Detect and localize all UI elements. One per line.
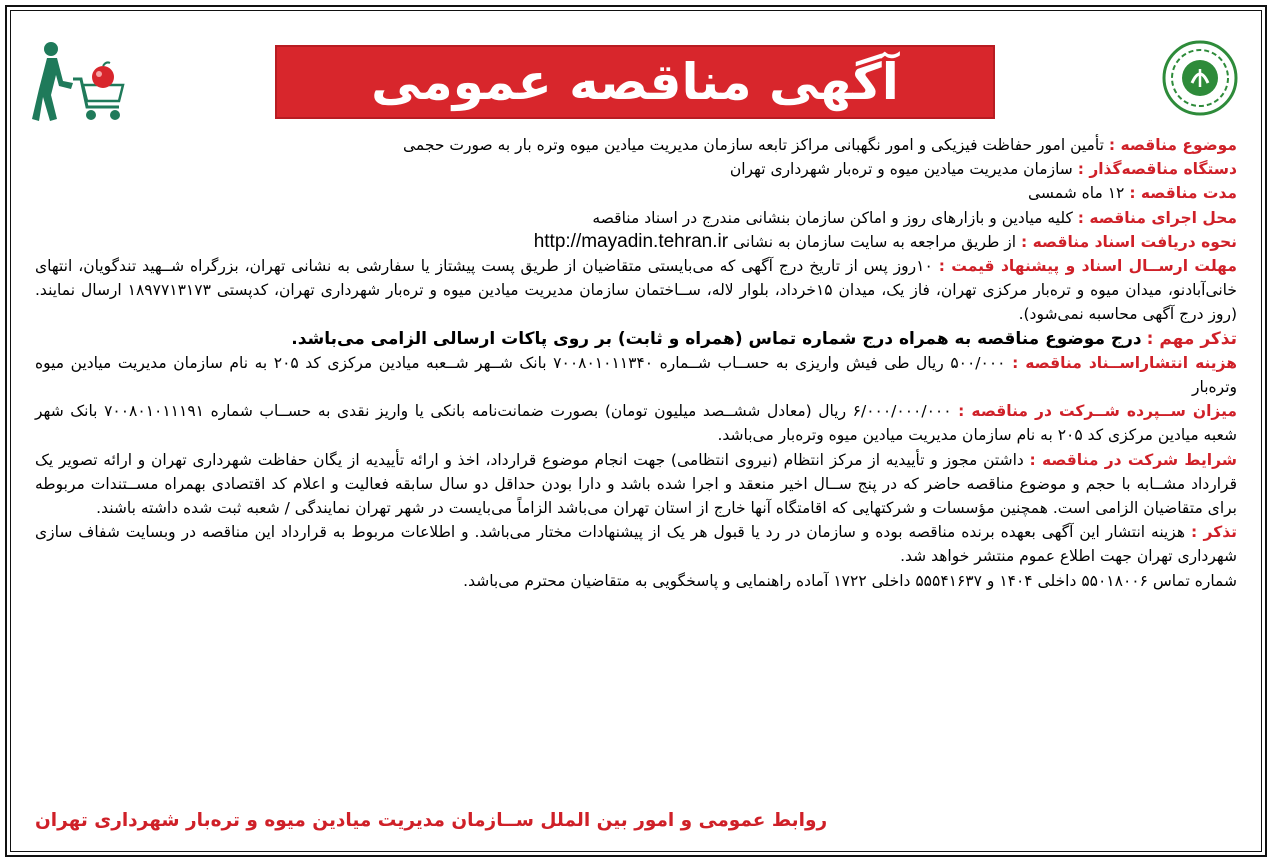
deadline-value: ۱۰روز پس از تاریخ درج آگهی که می‌بایستی متقاضیان از طریق پست پیشتاز یا سفارشی به نشانی تهران، بزرگراه شــهید تندگویان، انتهای خانی‌آبادنو، میدان میوه و تره‌بار مرکزی تهران، فاز یک، میدان ۱۵خرداد، بلوار لاله، ســاختمان سازمان مدیریت میادین میوه و تره‌بار شهرداری تهران، کدپستی ۱۸۹۷۷۱۳۱۷۳ ارسال نمایند. (روز درج آگهی محاسبه نمی‌شود).: [35, 257, 1237, 324]
duration-label: مدت مناقصه :: [1129, 184, 1237, 203]
deadline-label: مهلت ارســال اسناد و پیشنهاد قیمت :: [938, 257, 1237, 276]
conditions-value: داشتن مجوز و تأییدیه از مرکز انتظام (نیروی انتظامی) جهت انجام موضوع قرارداد، اخذ و ارائه تأییدیه از یگان حفاظت شهرداری تهران و ارائه تصویر یک قرارداد مشــابه با حجم و موضوع مناقصه حاضر که در پنج ســال اخیر منعقد و اجرا شده باشد و دارا بودن حداقل دو سال سابقه فعالیت و اعلام کد اقتصادی بهمراه مســتندات مربوطه برای متقاضیان الزامی است. همچنین مؤسسات و شرکتهایی که اقامتگاه آنها خارج از استان تهران می‌باشد الزاماً می‌بایست در شهر تهران نمایندگی / شعبه ثبت شده داشته باشند.: [35, 450, 1237, 518]
docs-value: از طریق مراجعه به سایت سازمان به نشانی: [732, 232, 1017, 251]
docs-url-link[interactable]: http://mayadin.tehran.ir: [533, 230, 729, 252]
note-label: تذکر :: [1190, 523, 1237, 542]
organizer-value: سازمان مدیریت میادین میوه و تره‌بار شهرداری تهران: [729, 160, 1073, 179]
conditions-label: شرایط شرکت در مناقصه :: [1029, 450, 1237, 469]
notice-body: [35, 133, 1237, 593]
fee-value: ۵۰۰/۰۰۰ ریال طی فیش واریزی به حســاب شــماره ۷۰۰۸۰۱۰۱۱۳۴۰ بانک شــهر شــعبه میادین مرکزی کد ۲۰۵ به نام سازمان مدیریت میادین میوه وتره‌بار: [35, 353, 1237, 397]
footer-credit: روابط عمومی و امور بین الملل ســازمان مدیریت میادین میوه و تره‌بار شهرداری تهران: [35, 810, 828, 831]
location-value: کلیه میادین و بازارهای روز و اماکن سازمان بنشانی مندرج در اسناد مناقصه: [592, 208, 1073, 227]
contact-text: شماره تماس ۵۵۰۱۸۰۰۶ داخلی ۱۴۰۴ و ۵۵۵۴۱۶۳۷ داخلی ۱۷۲۲ آماده راهنمایی و پاسخگویی به متقاضیان محترم می‌باشد.: [463, 571, 1237, 590]
shopping-cart-person-icon: [29, 39, 129, 127]
subject-label: موضوع مناقصه :: [1108, 136, 1237, 154]
tehran-municipality-logo-icon: [1161, 39, 1239, 117]
fee-label: هزینه انتشاراســناد مناقصه :: [1012, 353, 1238, 372]
page-title: آگهی مناقصه عمومی: [275, 45, 995, 119]
organizer-label: دستگاه مناقصه‌گذار :: [1077, 160, 1237, 179]
deposit-row: [35, 399, 1237, 447]
conditions-row: [35, 448, 1237, 521]
organizer-row: [35, 157, 1237, 181]
deadline-row: [35, 254, 1237, 327]
important-value: درج موضوع مناقصه به همراه درج شماره تماس (همراه و ثابت) بر روی پاکات ارسالی الزامی می‌باشد.: [291, 328, 1142, 349]
note-row: [35, 520, 1237, 568]
subject-value: تأمین امور حفاظت فیزیکی و امور نگهبانی مراکز تابعه سازمان مدیریت میادین میوه وتره بار به صورت حجمی: [403, 136, 1104, 154]
location-label: محل اجرای مناقصه :: [1077, 208, 1237, 227]
fee-row: [35, 351, 1237, 399]
deposit-value: ۶/۰۰۰/۰۰۰/۰۰۰ ریال (معادل ششــصد میلیون تومان) بصورت ضمانت‌نامه بانکی یا واریز نقدی به حســاب شماره ۷۰۰۸۰۱۰۱۱۱۹۱ بانک شهر شعبه میادین مرکزی کد ۲۰۵ به نام سازمان مدیریت میادین میوه وتره‌بار می‌باشد.: [35, 402, 1237, 445]
note-value: هزینه انتشار این آگهی بعهده برنده مناقصه بوده و سازمان در رد یا قبول هر یک از پیشنهادات مختار می‌باشد. و اطلاعات مربوط به قرارداد این مناقصه در وبسایت شفاف سازی شهرداری تهران جهت اطلاع عموم منتشر خواهد شد.: [35, 523, 1237, 566]
contact-row: [35, 569, 1237, 593]
location-row: [35, 206, 1237, 230]
docs-row: [35, 230, 1237, 254]
duration-row: [35, 181, 1237, 205]
docs-label: نحوه دریافت اسناد مناقصه :: [1021, 232, 1237, 251]
duration-value: ۱۲ ماه شمسی: [1028, 184, 1125, 203]
tender-notice: [5, 5, 1267, 857]
important-row: [35, 327, 1237, 351]
important-label: تذکر مهم :: [1146, 328, 1237, 349]
subject-row: [35, 133, 1237, 157]
deposit-label: میزان ســپرده شــرکت در مناقصه :: [958, 402, 1237, 421]
